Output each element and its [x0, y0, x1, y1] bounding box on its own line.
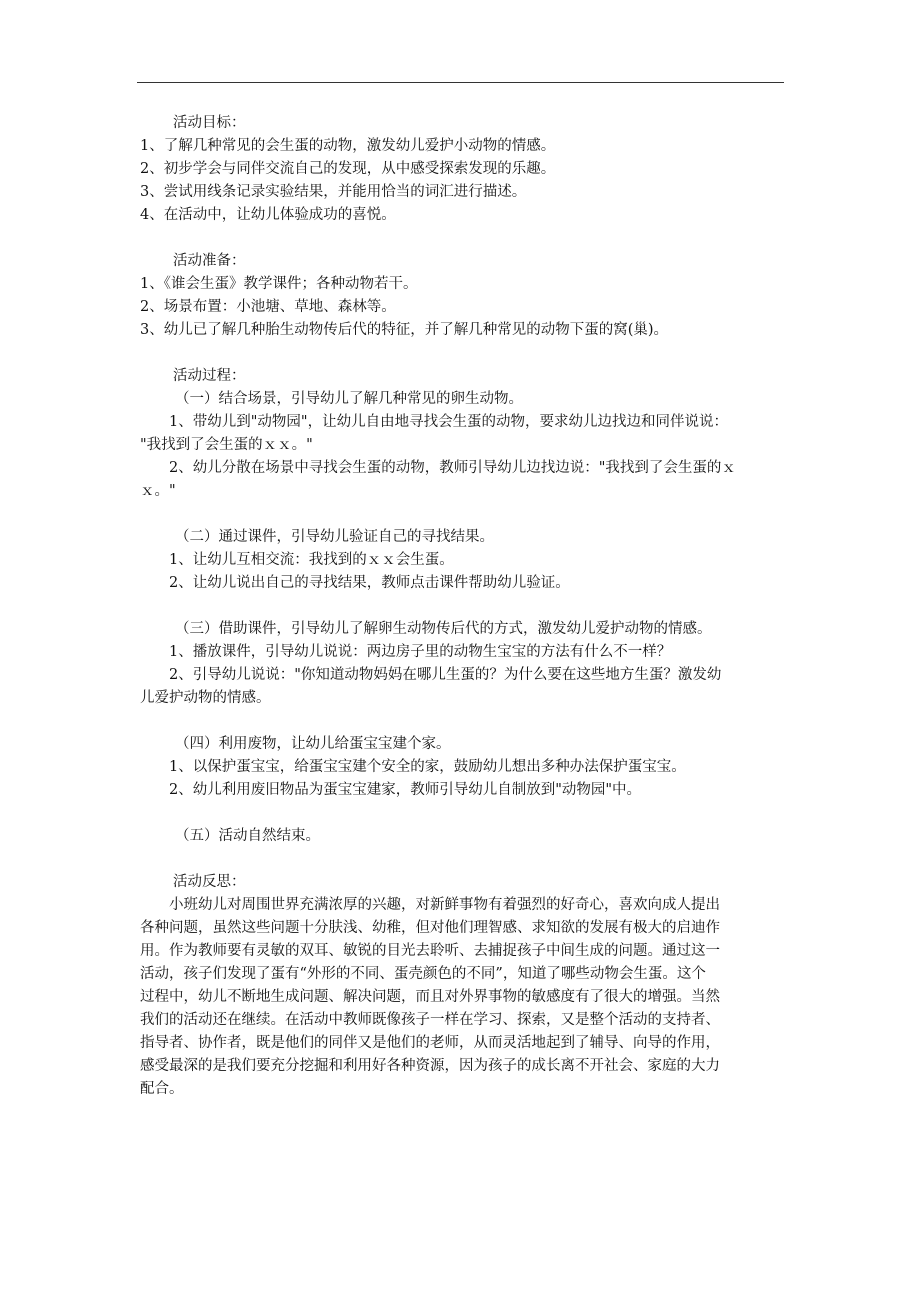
- process-item-continued: ｘ。": [140, 483, 176, 499]
- reflection-line: 配合。: [140, 1081, 184, 1097]
- process-section-title: （二）通过课件，引导幼儿验证自己的寻找结果。: [175, 529, 494, 545]
- spacer: [140, 227, 785, 250]
- header-rule: [137, 82, 784, 83]
- reflection-section: [140, 871, 785, 1101]
- goal-item: 1、了解几种常见的会生蛋的动物，激发幼儿爱护小动物的情感。: [140, 138, 556, 154]
- process-item-continued: 儿爱护动物的情感。: [140, 690, 271, 706]
- reflection-heading: 活动反思：: [173, 874, 246, 890]
- preparation-heading: 活动准备：: [173, 253, 246, 269]
- process-section: [140, 365, 785, 848]
- preparation-item: 2、场景布置：小池塘、草地、森林等。: [140, 299, 396, 315]
- reflection-line: 感受最深的是我们要充分挖掘和利用好各种资源，因为孩子的成长离不开社会、家庭的大力: [140, 1058, 720, 1074]
- reflection-line: 我们的活动还在继续。在活动中教师既像孩子一样在学习、探索，又是整个活动的支持者、: [140, 1012, 720, 1028]
- process-item: 1、带幼儿到"动物园"，让幼儿自由地寻找会生蛋的动物，要求幼儿边找边和同伴说说：: [169, 414, 729, 430]
- process-item: 2、让幼儿说出自己的寻找结果，教师点击课件帮助幼儿验证。: [169, 575, 570, 591]
- preparation-item: 1、《谁会生蛋》教学课件；各种动物若干。: [140, 276, 418, 292]
- preparation-item: 3、幼儿已了解几种胎生动物传后代的特征，并了解几种常见的动物下蛋的窝(巢)。: [140, 322, 669, 338]
- process-section-title: （三）借助课件，引导幼儿了解卵生动物传后代的方式，激发幼儿爱护动物的情感。: [175, 621, 712, 637]
- spacer: [140, 848, 785, 871]
- process-item: 2、幼儿分散在场景中寻找会生蛋的动物，教师引导幼儿边找边说："我找到了会生蛋的ｘ: [169, 460, 736, 476]
- reflection-line: 各种问题，虽然这些问题十分肤浅、幼稚，但对他们理智感、求知欲的发展有极大的启迪作: [140, 920, 720, 936]
- spacer: [140, 595, 785, 618]
- spacer: [140, 802, 785, 825]
- spacer: [140, 503, 785, 526]
- process-item: 2、幼儿利用废旧物品为蛋宝宝建家，教师引导幼儿自制放到"动物园"中。: [169, 782, 642, 798]
- process-item: 1、以保护蛋宝宝，给蛋宝宝建个安全的家，鼓励幼儿想出多种办法保护蛋宝宝。: [169, 759, 686, 775]
- reflection-line: 过程中，幼儿不断地生成问题、解决问题，而且对外界事物的敏感度有了很大的增强。当然: [140, 989, 720, 1005]
- process-item: 1、让幼儿互相交流：我找到的ｘｘ会生蛋。: [169, 552, 454, 568]
- reflection-line: 小班幼儿对周围世界充满浓厚的兴趣，对新鲜事物有着强烈的好奇心，喜欢向成人提出: [169, 897, 720, 913]
- spacer: [140, 710, 785, 733]
- spacer: [140, 342, 785, 365]
- process-item-continued: "我找到了会生蛋的ｘｘ。": [140, 437, 313, 453]
- goal-item: 2、初步学会与同伴交流自己的发现，从中感受探索发现的乐趣。: [140, 161, 556, 177]
- goals-section: [140, 112, 785, 227]
- process-heading: 活动过程：: [173, 368, 246, 384]
- process-section-title: （一）结合场景，引导幼儿了解几种常见的卵生动物。: [175, 391, 523, 407]
- reflection-line: 活动，孩子们发现了蛋有“外形的不同、蛋壳颜色的不同”，知道了哪些动物会生蛋。这个: [140, 966, 706, 982]
- process-section-title: （四）利用废物，让幼儿给蛋宝宝建个家。: [175, 736, 451, 752]
- document-body: [140, 112, 785, 1101]
- process-item: 1、播放课件，引导幼儿说说：两边房子里的动物生宝宝的方法有什么不一样？: [169, 644, 672, 660]
- goal-item: 3、尝试用线条记录实验结果，并能用恰当的词汇进行描述。: [140, 184, 527, 200]
- process-section-title: （五）活动自然结束。: [175, 828, 320, 844]
- process-item: 2、引导幼儿说说："你知道动物妈妈在哪儿生蛋的？为什么要在这些地方生蛋？激发幼: [169, 667, 722, 683]
- goals-heading: 活动目标：: [173, 115, 246, 131]
- goal-item: 4、在活动中，让幼儿体验成功的喜悦。: [140, 207, 396, 223]
- reflection-line: 指导者、协作者，既是他们的同伴又是他们的老师，从而灵活地起到了辅导、向导的作用，: [140, 1035, 720, 1051]
- reflection-line: 用。作为教师要有灵敏的双耳、敏锐的目光去聆听、去捕捉孩子中间生成的问题。通过这一: [140, 943, 720, 959]
- preparation-section: [140, 250, 785, 342]
